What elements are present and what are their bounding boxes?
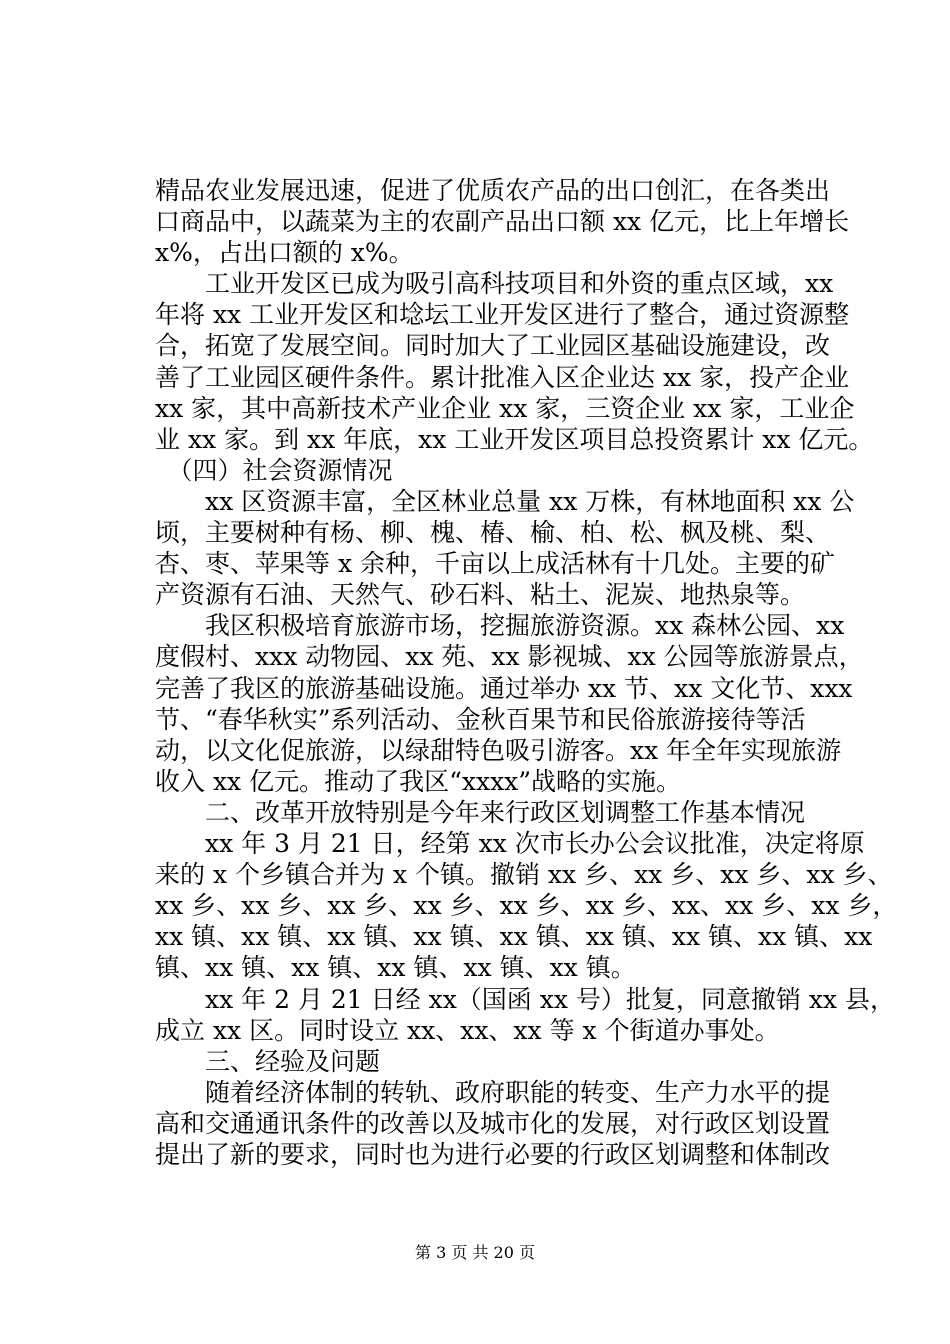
text-line: xx 乡、xx 乡、xx 乡、xx 乡、xx 乡、xx 乡、xx、xx 乡、xx 乡， — [155, 891, 898, 920]
text-line: 精品农业发展迅速，促进了优质农产品的出口创汇，在各类出 — [155, 176, 831, 205]
text-line: 合，拓宽了发展空间。同时加大了工业园区基础设施建设，改 — [155, 331, 831, 360]
section-heading: （四）社会资源情况 — [155, 456, 393, 485]
text-line: 口商品中，以蔬菜为主的农副产品出口额 xx 亿元，比上年增长 — [155, 207, 850, 236]
text-line: 度假村、xxx 动物园、xx 苑、xx 影视城、xx 公园等旅游景点， — [155, 642, 864, 671]
section-heading: 三、经验及问题 — [155, 1047, 381, 1076]
text-line: 我区积极培育旅游市场，挖掘旅游资源。xx 森林公园、xx — [155, 611, 845, 640]
text-line: 工业开发区已成为吸引高科技项目和外资的重点区域，xx — [155, 269, 834, 298]
text-line: 高和交通通讯条件的改善以及城市化的发展，对行政区划设置 — [155, 1109, 831, 1138]
text-line: 节、“春华秋实”系列活动、金秋百果节和民俗旅游接待等活 — [155, 705, 806, 734]
section-heading: 二、改革开放特别是今年来行政区划调整工作基本情况 — [155, 798, 806, 827]
text-line: 年将 xx 工业开发区和埝坛工业开发区进行了整合，通过资源整 — [155, 300, 850, 329]
text-line: 随着经济体制的转轨、政府职能的转变、生产力水平的提 — [155, 1078, 831, 1107]
text-line: xx 年 3 月 21 日，经第 xx 次市长办公会议批准，决定将原 — [155, 829, 865, 858]
text-line: 完善了我区的旅游基础设施。通过举办 xx 节、xx 文化节、xxx — [155, 674, 853, 703]
text-line: 收入 xx 亿元。推动了我区“xxxx”战略的实施。 — [155, 767, 682, 796]
text-line: 杏、枣、苹果等 x 余种，千亩以上成活林有十几处。主要的矿 — [155, 549, 835, 578]
text-line: xx 镇、xx 镇、xx 镇、xx 镇、xx 镇、xx 镇、xx 镇、xx 镇、xx — [155, 922, 873, 951]
text-line: xx 家，其中高新技术产业企业 xx 家，三资企业 xx 家，工业企 — [155, 394, 855, 423]
text-line: 来的 x 个乡镇合并为 x 个镇。撤销 xx 乡、xx 乡、xx 乡、xx 乡、 — [155, 860, 893, 889]
text-line: 成立 xx 区。同时设立 xx、xx、xx 等 x 个街道办事处。 — [155, 1016, 780, 1045]
text-line: 镇、xx 镇、xx 镇、xx 镇、xx 镇、xx 镇。 — [155, 953, 636, 982]
text-line: 业 xx 家。到 xx 年底，xx 工业开发区项目总投资累计 xx 亿元。 — [155, 425, 874, 454]
text-line: xx 年 2 月 21 日经 xx（国函 xx 号）批复，同意撤销 xx 县， — [155, 985, 895, 1014]
text-line: x%，占出口额的 x%。 — [155, 238, 414, 267]
text-line: 善了工业园区硬件条件。累计批准入区企业达 xx 家，投产企业 — [155, 363, 850, 392]
text-line: xx 区资源丰富，全区林业总量 xx 万株，有林地面积 xx 公 — [155, 487, 855, 516]
text-line: 动，以文化促旅游，以绿甜特色吸引游客。xx 年全年实现旅游 — [155, 736, 842, 765]
page-number-footer: 第 3 页 共 20 页 — [415, 1243, 535, 1262]
text-line: 顷，主要树种有杨、柳、槐、椿、榆、柏、松、枫及桃、梨、 — [155, 518, 831, 547]
text-line: 产资源有石油、天然气、砂石料、粘土、泥炭、地热泉等。 — [155, 580, 806, 609]
text-line: 提出了新的要求，同时也为进行必要的行政区划调整和体制改 — [155, 1140, 831, 1169]
